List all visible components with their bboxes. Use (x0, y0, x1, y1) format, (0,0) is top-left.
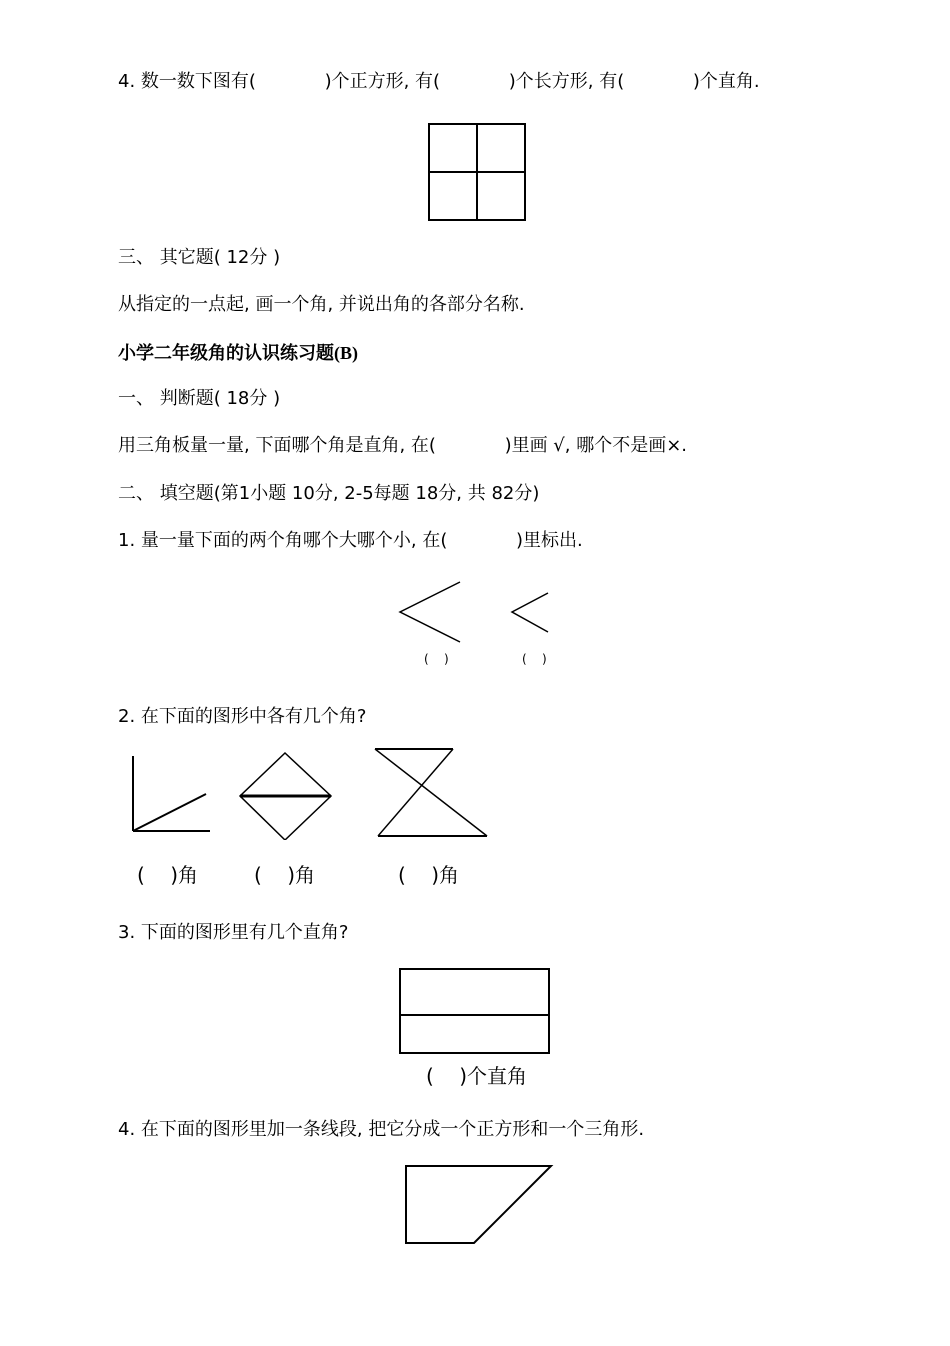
section-3-title: 三、 其它题( 12分 ) (118, 247, 281, 268)
question-3: 3. 下面的图形里有几个直角? (118, 922, 349, 943)
section-3-text: 从指定的一点起, 画一个角, 并说出角的各部分名称. (118, 294, 525, 315)
shape-1-angle-caption: ( )角 (137, 863, 199, 887)
angle-shapes-figure (128, 745, 492, 840)
trapezoid-figure (404, 1164, 554, 1246)
divided-rectangle-figure (398, 967, 552, 1056)
section-1-text: 用三角板量一量, 下面哪个角是直角, 在( )里画 √, 哪个不是画×. (118, 435, 688, 456)
grid-square-figure (428, 123, 526, 221)
question-4-count-shapes: 4. 数一数下图有( )个正方形, 有( )个长方形, 有( )个直角. (118, 71, 760, 92)
section-2-title: 二、 填空题(第1小题 10分, 2-5每题 18分, 共 82分) (118, 483, 540, 504)
shape-3-angle-caption: ( )角 (398, 863, 460, 887)
two-angles-figure (396, 580, 556, 646)
question-1: 1. 量一量下面的两个角哪个大哪个小, 在( )里标出. (118, 530, 583, 551)
section-1-title: 一、 判断题( 18分 ) (118, 388, 281, 409)
shape-2-angle-caption: ( )角 (254, 863, 316, 887)
angle-1-caption: ( ) (424, 652, 449, 666)
exercise-b-title: 小学二年级角的认识练习题(B) (118, 343, 358, 363)
question-2: 2. 在下面的图形中各有几个角? (118, 706, 367, 727)
angle-2-caption: ( ) (522, 652, 547, 666)
rectangle-right-angle-caption: ( )个直角 (426, 1064, 528, 1088)
question-4-divide-shape: 4. 在下面的图形里加一条线段, 把它分成一个正方形和一个三角形. (118, 1119, 645, 1140)
